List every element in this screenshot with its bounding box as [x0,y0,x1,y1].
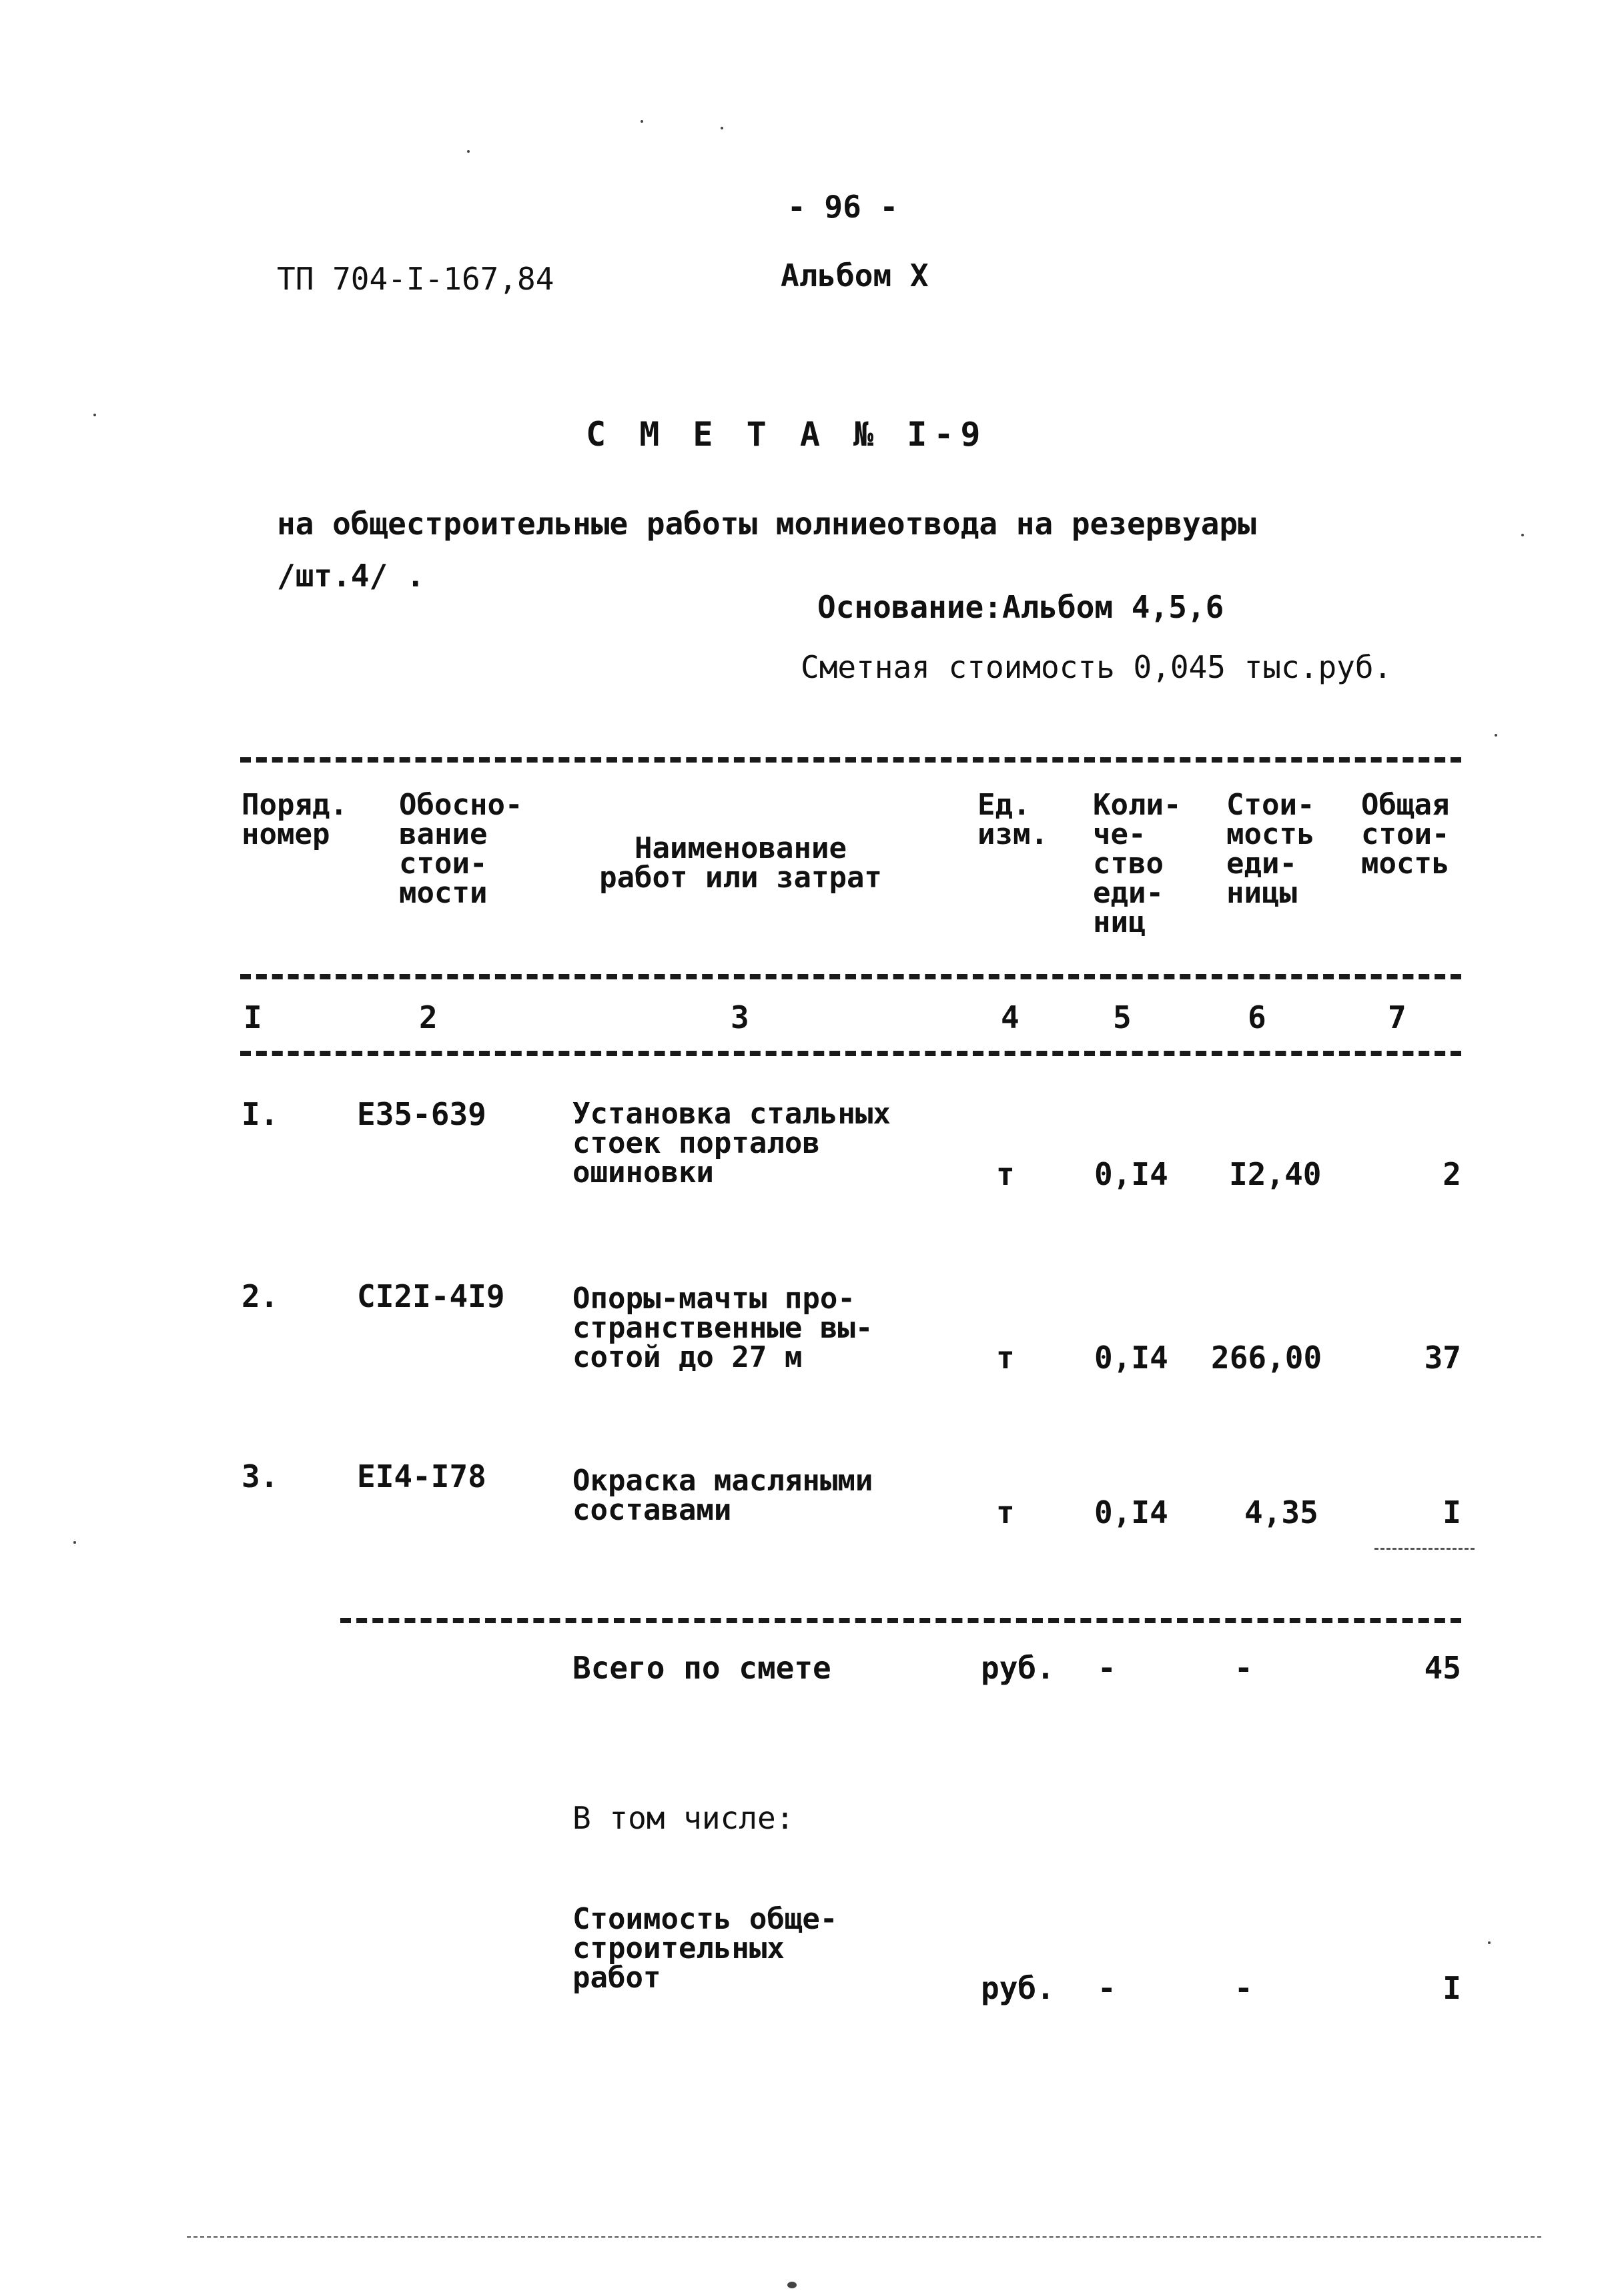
row-quantity: 0,I4 [1094,1156,1168,1192]
header-justification: Обосно- вание стои- мости [399,788,523,910]
total-unit-cost: - [1234,1650,1253,1686]
row-code: СI2I-4I9 [357,1278,505,1314]
totals-top-rule [340,1618,1461,1623]
estimated-cost-text: Сметная стоимость 0,045 тыс.руб. [801,649,1392,685]
row-quantity: 0,I4 [1094,1340,1168,1376]
scan-speck [1488,1941,1491,1944]
scan-bottom-edge [187,2236,1541,2238]
scan-speck [93,414,96,416]
scan-speck [73,1541,76,1544]
row-total-cost: 2 [1443,1156,1461,1192]
colnum-2: 2 [419,999,438,1035]
scan-speck [1495,734,1497,737]
header-unit-cost: Стои- мость еди- ницы [1226,788,1315,910]
header-work-name: Наименование работ или затрат [599,831,882,895]
row3-underline [1374,1548,1475,1550]
sub-quantity: - [1098,1970,1116,2006]
total-quantity: - [1098,1650,1116,1686]
total-amount: 45 [1424,1650,1461,1686]
album-label: Альбом X [781,258,929,294]
scan-speck [467,150,470,153]
colnum-5: 5 [1113,999,1132,1035]
row-unit: т [996,1494,1015,1530]
including-label: В том числе: [572,1800,795,1836]
estimate-subtitle-line2: /шт.4/ . [277,558,425,594]
row-unit: т [996,1340,1015,1376]
document-code: ТП 704-I-167,84 [277,261,554,297]
header-total-cost: Общая стои- мость [1361,788,1450,881]
header-quantity: Коли- че- ство еди- ниц [1093,788,1182,939]
scan-speck [641,120,643,123]
colnum-bottom-rule [240,1051,1461,1056]
sub-label: Стоимость обще- строительных работ [572,1902,838,1995]
row-number: 3. [242,1458,279,1494]
page-number: - 96 - [787,189,899,225]
colnum-7: 7 [1388,999,1406,1035]
row-unit-cost: 4,35 [1244,1494,1318,1530]
row-unit-cost: I2,40 [1229,1156,1322,1192]
row-number: 2. [242,1278,279,1314]
scan-speck [721,127,723,129]
sub-unit: руб. [981,1970,1055,2006]
total-unit: руб. [981,1650,1055,1686]
row-code: ЕI4-I78 [357,1458,486,1494]
colnum-6: 6 [1248,999,1266,1035]
row-quantity: 0,I4 [1094,1494,1168,1530]
row-code: Е35-639 [357,1096,486,1132]
estimate-heading: С М Е Т А № I-9 [586,415,987,454]
row-total-cost: 37 [1424,1340,1461,1376]
colnum-3: 3 [731,999,749,1035]
row-total-cost: I [1443,1494,1461,1530]
scan-speck [787,2282,797,2288]
row-unit: т [996,1156,1015,1192]
scan-speck [1521,534,1524,536]
header-unit: Ед. изм. [977,788,1048,851]
table-top-rule [240,757,1461,763]
row-number: I. [242,1096,279,1132]
sub-total: I [1443,1970,1461,2006]
row-unit-cost: 266,00 [1211,1340,1322,1376]
header-order-number: Поряд. номер [242,788,348,851]
basis-text: Основание:Альбом 4,5,6 [817,589,1224,625]
row-work-name: Опоры-мачты про- странственные вы- сотой до 27 м [572,1282,873,1374]
header-bottom-rule [240,974,1461,979]
sub-unit-cost: - [1234,1970,1253,2006]
row-work-name: Установка стальных стоек порталов ошиновки [572,1097,891,1190]
estimate-subtitle-line1: на общестроительные работы молниеотвода на резервуары [277,506,1256,542]
row-work-name: Окраска масляными составами [572,1464,873,1527]
colnum-4: 4 [1001,999,1020,1035]
colnum-1: I [244,999,262,1035]
total-label: Всего по смете [572,1650,831,1686]
